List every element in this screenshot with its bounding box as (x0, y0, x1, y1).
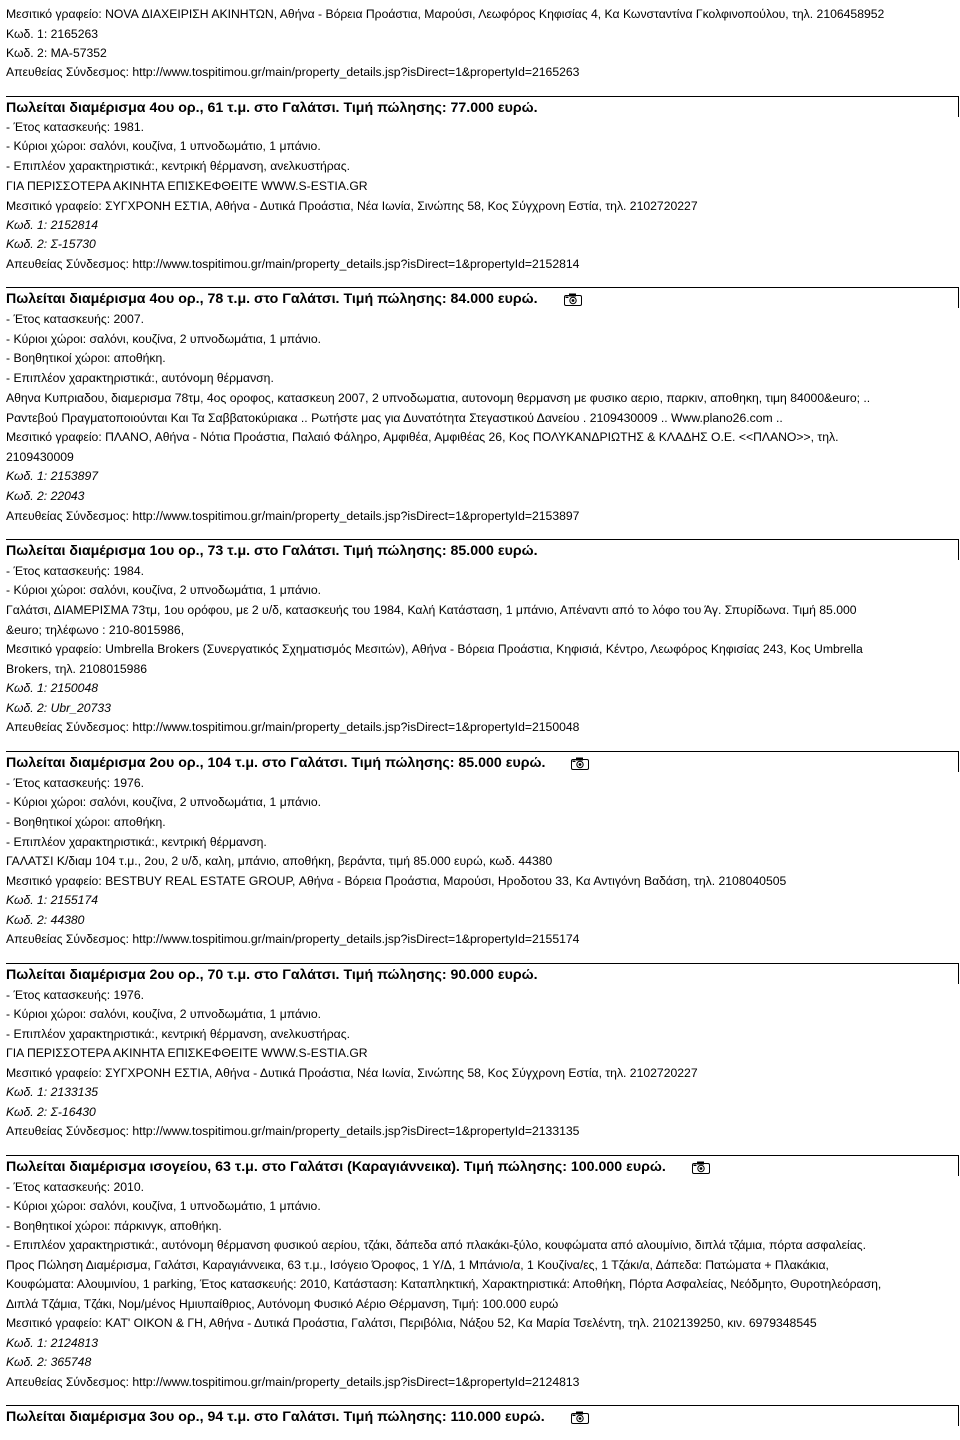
listing-title-text: Πωλείται διαμέρισμα ισογείου, 63 τ.μ. στο Γαλάτσι (Καραγιάννεικα). Τιμή πώλησης: 100.000 ευρώ. (6, 1159, 666, 1175)
listing-title-text: Πωλείται διαμέρισμα 4ου ορ., 78 τ.μ. στο Γαλάτσι. Τιμή πώλησης: 84.000 ευρώ. (6, 291, 538, 307)
direct-link-text[interactable]: Απευθείας Σύνδεσμος: http://www.tospitimou.gr/main/property_details.jsp?isDirect=1&propertyId=2124813 (6, 1375, 580, 1389)
listing-line (6, 7, 884, 22)
listing-line-text: Διπλά Τζάμια, Τζάκι, Νομ/μένος Ημιυπαίθριος, Αυτόνομη Φυσικό Αέριο Θέρμανση, Τιμή: 100.000 ευρώ (6, 1297, 559, 1311)
listing-line-text: Κωδ. 1: 2150048 (6, 681, 99, 695)
listing-line[interactable] (6, 932, 579, 947)
listing-line-text: Αθηνα Κυπριαδου, διαμερισμα 78τμ, 4ος οροφος, κατασκευη 2007, 2 υπνοδωματια, αυτονομη θερμανση με φυσικο αεριο, παρκιν, αποθηκη, τιμη 84000&euro; .. (6, 391, 871, 405)
listing-line[interactable] (6, 257, 579, 272)
listing-line-text: ΓΙΑ ΠΕΡΙΣΣΟΤΕΡΑ ΑΚΙΝΗΤΑ ΕΠΙΣΚΕΦΘΕΙΤΕ WWW.S-ESTIA.GR (6, 1046, 368, 1060)
listing-line (6, 1336, 98, 1351)
listing-line-text: Προς Πώληση Διαμέρισμα, Γαλάτσι, Καραγιάννεικα, 63 τ.μ., Ισόγειο Όροφος, 1 Υ/Δ, 1 Μπάνιο/α, 1 Κουζίνα/ες, 1 Τζάκι/α, Δάπεδα: Πατώματα + Πλακάκια, (6, 1258, 829, 1272)
listing-line-text: 2109430009 (6, 450, 74, 464)
listing-title (6, 543, 538, 560)
listing-line (6, 1046, 368, 1061)
listing-line-text: Κωδ. 2: 44380 (6, 913, 85, 927)
direct-link-text[interactable]: Απευθείας Σύνδεσμος: http://www.tospitimou.gr/main/property_details.jsp?isDirect=1&propertyId=2165263 (6, 65, 580, 79)
listing-line-text: - Επιπλέον χαρακτηριστικά:, κεντρική θέρμανση, ανελκυστήρας. (6, 1027, 350, 1041)
listing-line-text: - Κύριοι χώροι: σαλόνι, κουζίνα, 2 υπνοδωμάτια, 1 μπάνιο. (6, 332, 321, 346)
listing-title (6, 755, 589, 772)
listing-line (6, 332, 321, 347)
listing-title-text: Πωλείται διαμέρισμα 2ου ορ., 104 τ.μ. στο Γαλάτσι. Τιμή πώλησης: 85.000 ευρώ. (6, 755, 546, 771)
listing-line (6, 1199, 321, 1214)
listing-title-text: Πωλείται διαμέρισμα 4ου ορ., 61 τ.μ. στο Γαλάτσι. Τιμή πώλησης: 77.000 ευρώ. (6, 100, 538, 116)
listing-line-text: Κωδ. 1: 2155174 (6, 893, 99, 907)
listing-line (6, 351, 166, 366)
listing-line-text: Μεσιτικό γραφείο: ΚΑΤ' ΟΙΚΟΝ & ΓΗ, Αθήνα - Δυτικά Προάστια, Γαλάτσι, Περιβόλια, Νάξου 52, Κα Μαρία Τσελέντη, τηλ. 2102139250, κιν. 6979348545 (6, 1316, 817, 1330)
listing-line (6, 623, 184, 638)
listing-line (6, 120, 144, 135)
listing-line (6, 218, 98, 233)
listing-line (6, 874, 786, 889)
listing-line-text: Κωδ. 2: Σ-16430 (6, 1105, 96, 1119)
listing-line (6, 450, 74, 465)
listing-line-text: - Έτος κατασκευής: 2010. (6, 1180, 144, 1194)
listing-line (6, 1105, 96, 1120)
listing-title-text: Πωλείται διαμέρισμα 1ου ορ., 73 τ.μ. στο Γαλάτσι. Τιμή πώλησης: 85.000 ευρώ. (6, 543, 538, 559)
listing-line (6, 371, 274, 386)
listing-line (6, 469, 98, 484)
listing-line-text: Κωδ. 2: Σ-15730 (6, 237, 96, 251)
listing-title-text: Πωλείται διαμέρισμα 3ου ορ., 94 τ.μ. στο Γαλάτσι. Τιμή πώλησης: 110.000 ευρώ. (6, 1409, 545, 1425)
listing-line (6, 988, 144, 1003)
listing-line-text: Κωδ. 1: 2133135 (6, 1085, 99, 1099)
listing-line-text: Μεσιτικό γραφείο: ΠΛΑΝΟ, Αθήνα - Νότια Προάστια, Παλαιό Φάληρο, Αμφιθέα, Αμφιθέας 26, Κος ΠΟΛΥΚΑΝΔΡΙΩΤΗΣ & ΚΛΑΔΗΣ Ο.Ε. <<ΠΛΑΝΟ>>, τηλ. (6, 430, 839, 444)
listing-line (6, 835, 267, 850)
listing-line (6, 199, 698, 214)
listing-line-text: - Επιπλέον χαρακτηριστικά:, αυτόνομη θέρμανση. (6, 371, 274, 385)
camera-icon[interactable] (571, 757, 589, 770)
listing-title (6, 967, 538, 984)
listing-line (6, 815, 166, 830)
listing-title (6, 100, 538, 117)
listing-line-text: Γαλάτσι, ΔΙΑΜΕΡΙΣΜΑ 73τμ, 1ου ορόφου, με 2 υ/δ, κατασκευής του 1984, Καλή Κατάσταση, 1 μπάνιο, Απέναντι από το λόφο του Άγ. Σπυρίδωνα. Τιμή 85.000 (6, 603, 857, 617)
listing-line-text: Μεσιτικό γραφείο: ΣΥΓΧΡΟΝΗ ΕΣΤΙΑ, Αθήνα - Δυτικά Προάστια, Νέα Ιωνία, Σινώπης 58, Κος Σύγχρονη Εστία, τηλ. 2102720227 (6, 1066, 698, 1080)
listing-line (6, 662, 147, 677)
listing-line (6, 642, 863, 657)
direct-link-text[interactable]: Απευθείας Σύνδεσμος: http://www.tospitimou.gr/main/property_details.jsp?isDirect=1&propertyId=2155174 (6, 932, 580, 946)
listing-line-text: Μεσιτικό γραφείο: NOVA ΔΙΑΧΕΙΡΙΣΗ ΑΚΙΝΗΤΩΝ, Αθήνα - Βόρεια Προάστια, Μαρούσι, Λεωφόρος Κηφισίας 4, Κα Κωνσταντίνα Γκολφινοπούλου, τηλ. 2106458952 (6, 7, 885, 21)
listing-line (6, 1355, 91, 1370)
listing-line (6, 1316, 817, 1331)
listing-line-text: Κωδ. 2: Ubr_20733 (6, 701, 111, 715)
listing-line (6, 391, 870, 406)
direct-link-text[interactable]: Απευθείας Σύνδεσμος: http://www.tospitimou.gr/main/property_details.jsp?isDirect=1&propertyId=2150048 (6, 720, 580, 734)
listing-line-text: ΓΑΛΑΤΣΙ Κ/διαμ 104 τ.μ., 2ου, 2 υ/δ, καλη, μπάνιο, αποθήκη, βεράντα, τιμή 85.000 ευρώ, κωδ. 44380 (6, 854, 553, 868)
listing-line (6, 27, 98, 42)
listing-line-text: - Έτος κατασκευής: 1984. (6, 564, 144, 578)
listing-line-text: - Κύριοι χώροι: σαλόνι, κουζίνα, 2 υπνοδωμάτια, 1 μπάνιο. (6, 795, 321, 809)
listing-line (6, 681, 98, 696)
camera-icon[interactable] (564, 293, 582, 306)
listing-line-text: Brokers, τηλ. 2108015986 (6, 662, 148, 676)
listing-line[interactable] (6, 65, 579, 80)
listing-line-text: Μεσιτικό γραφείο: BESTBUY REAL ESTATE GROUP, Αθήνα - Βόρεια Προάστια, Μαρούσι, Ηροδοτου 33, Κα Αντιγόνη Βαδάση, τηλ. 2108040505 (6, 874, 787, 888)
listing-line-text: - Έτος κατασκευής: 1976. (6, 988, 144, 1002)
listing-line (6, 1297, 558, 1312)
listing-line (6, 893, 98, 908)
listing-line (6, 1085, 98, 1100)
camera-icon[interactable] (692, 1161, 710, 1174)
listing-line-text: Κωδ. 1: 2124813 (6, 1336, 99, 1350)
listing-line-text: - Έτος κατασκευής: 1981. (6, 120, 144, 134)
listing-line (6, 564, 144, 579)
listing-line-text: Μεσιτικό γραφείο: Umbrella Brokers (Συνεργατικός Σχηματισμός Μεσιτών), Αθήνα - Βόρεια Προάστια, Κηφισιά, Κέντρο, Λεωφόρος Κηφισίας 243, Κος Umbrella (6, 642, 863, 656)
direct-link-text[interactable]: Απευθείας Σύνδεσμος: http://www.tospitimou.gr/main/property_details.jsp?isDirect=1&propertyId=2153897 (6, 509, 580, 523)
listing-line-text: Κωδ. 1: 2152814 (6, 218, 99, 232)
listing-line-text: - Κύριοι χώροι: σαλόνι, κουζίνα, 2 υπνοδωμάτια, 1 μπάνιο. (6, 583, 321, 597)
listing-line-text: &euro; τηλέφωνο : 210-8015986, (6, 623, 185, 637)
listing-line (6, 776, 144, 791)
listing-line (6, 1277, 881, 1292)
camera-icon[interactable] (571, 1411, 589, 1424)
listing-line[interactable] (6, 509, 579, 524)
listing-line (6, 795, 321, 810)
listing-line (6, 854, 552, 869)
listing-line-text: - Κύριοι χώροι: σαλόνι, κουζίνα, 1 υπνοδωμάτιο, 1 μπάνιο. (6, 139, 321, 153)
listing-line (6, 411, 783, 426)
listing-line (6, 139, 321, 154)
listing-line (6, 701, 111, 716)
listing-line (6, 1219, 222, 1234)
listing-line-text: - Κύριοι χώροι: σαλόνι, κουζίνα, 2 υπνοδωμάτια, 1 μπάνιο. (6, 1007, 321, 1021)
listing-line (6, 179, 368, 194)
listing-line-text: Κωδ. 2: MA-57352 (6, 46, 107, 60)
listing-title (6, 1409, 589, 1426)
listing-line (6, 913, 84, 928)
listing-line-text: Κωδ. 1: 2153897 (6, 469, 99, 483)
listing-line (6, 1180, 144, 1195)
listing-line-text: - Βοηθητικοί χώροι: πάρκινγκ, αποθήκη. (6, 1219, 222, 1233)
listing-title (6, 291, 582, 308)
listing-line-text: - Κύριοι χώροι: σαλόνι, κουζίνα, 1 υπνοδωμάτιο, 1 μπάνιο. (6, 1199, 321, 1213)
listing-line (6, 1007, 321, 1022)
listing-title (6, 1159, 710, 1176)
listing-line (6, 430, 839, 445)
listing-line-text: - Έτος κατασκευής: 2007. (6, 312, 144, 326)
listing-line (6, 1027, 350, 1042)
listing-line (6, 237, 96, 252)
listing-line-text: Ραντεβού Πραγματοποιούνται Και Τα Σαββατοκύριακα .. Ρωτήστε μας για Δυνατότητα Στεγαστικού Δανείου . 2109430009 .. Www.plano26.com .. (6, 411, 783, 425)
listing-line-text: Κωδ. 2: 22043 (6, 489, 85, 503)
listing-line-text: ΓΙΑ ΠΕΡΙΣΣΟΤΕΡΑ ΑΚΙΝΗΤΑ ΕΠΙΣΚΕΦΘΕΙΤΕ WWW.S-ESTIA.GR (6, 179, 368, 193)
listing-line (6, 489, 84, 504)
listing-line-text: - Επιπλέον χαρακτηριστικά:, κεντρική θέρμανση, ανελκυστήρας. (6, 159, 350, 173)
listing-line (6, 583, 321, 598)
direct-link-text[interactable]: Απευθείας Σύνδεσμος: http://www.tospitimou.gr/main/property_details.jsp?isDirect=1&propertyId=2152814 (6, 257, 580, 271)
listing-line-text: - Επιπλέον χαρακτηριστικά:, αυτόνομη θέρμανση φυσικού αερίου, τζάκι, δάπεδα από πλακάκι-ξύλο, κουφώματα από αλουμίνιο, διπλά τζάμια, πόρτα ασφαλείας. (6, 1238, 867, 1252)
direct-link-text[interactable]: Απευθείας Σύνδεσμος: http://www.tospitimou.gr/main/property_details.jsp?isDirect=1&propertyId=2133135 (6, 1124, 580, 1138)
listing-line (6, 46, 107, 61)
listing-line-text: Μεσιτικό γραφείο: ΣΥΓΧΡΟΝΗ ΕΣΤΙΑ, Αθήνα - Δυτικά Προάστια, Νέα Ιωνία, Σινώπης 58, Κος Σύγχρονη Εστία, τηλ. 2102720227 (6, 199, 698, 213)
listing-line-text: - Έτος κατασκευής: 1976. (6, 776, 144, 790)
listing-line (6, 312, 144, 327)
listing-line (6, 159, 350, 174)
listing-line-text: Κουφώματα: Αλουμινίου, 1 parking, Έτος κατασκευής: 2010, Κατάσταση: Καταπληκτική, Χαρακτηριστικά: Αποθήκη, Πόρτα Ασφαλείας, Νεόδμητο, Θυροτηλεόραση, (6, 1277, 882, 1291)
listing-line (6, 603, 857, 618)
listing-line[interactable] (6, 720, 579, 735)
listing-line-text: Κωδ. 2: 365748 (6, 1355, 92, 1369)
listing-line (6, 1066, 698, 1081)
listing-title-text: Πωλείται διαμέρισμα 2ου ορ., 70 τ.μ. στο Γαλάτσι. Τιμή πώλησης: 90.000 ευρώ. (6, 967, 538, 983)
listing-line-text: - Βοηθητικοί χώροι: αποθήκη. (6, 351, 166, 365)
listing-line-text: Κωδ. 1: 2165263 (6, 27, 99, 41)
listing-line-text: - Βοηθητικοί χώροι: αποθήκη. (6, 815, 166, 829)
listing-line (6, 1238, 866, 1253)
listing-line[interactable] (6, 1375, 579, 1390)
listing-line (6, 1258, 829, 1273)
listing-line[interactable] (6, 1124, 579, 1139)
listing-line-text: - Επιπλέον χαρακτηριστικά:, κεντρική θέρμανση. (6, 835, 267, 849)
